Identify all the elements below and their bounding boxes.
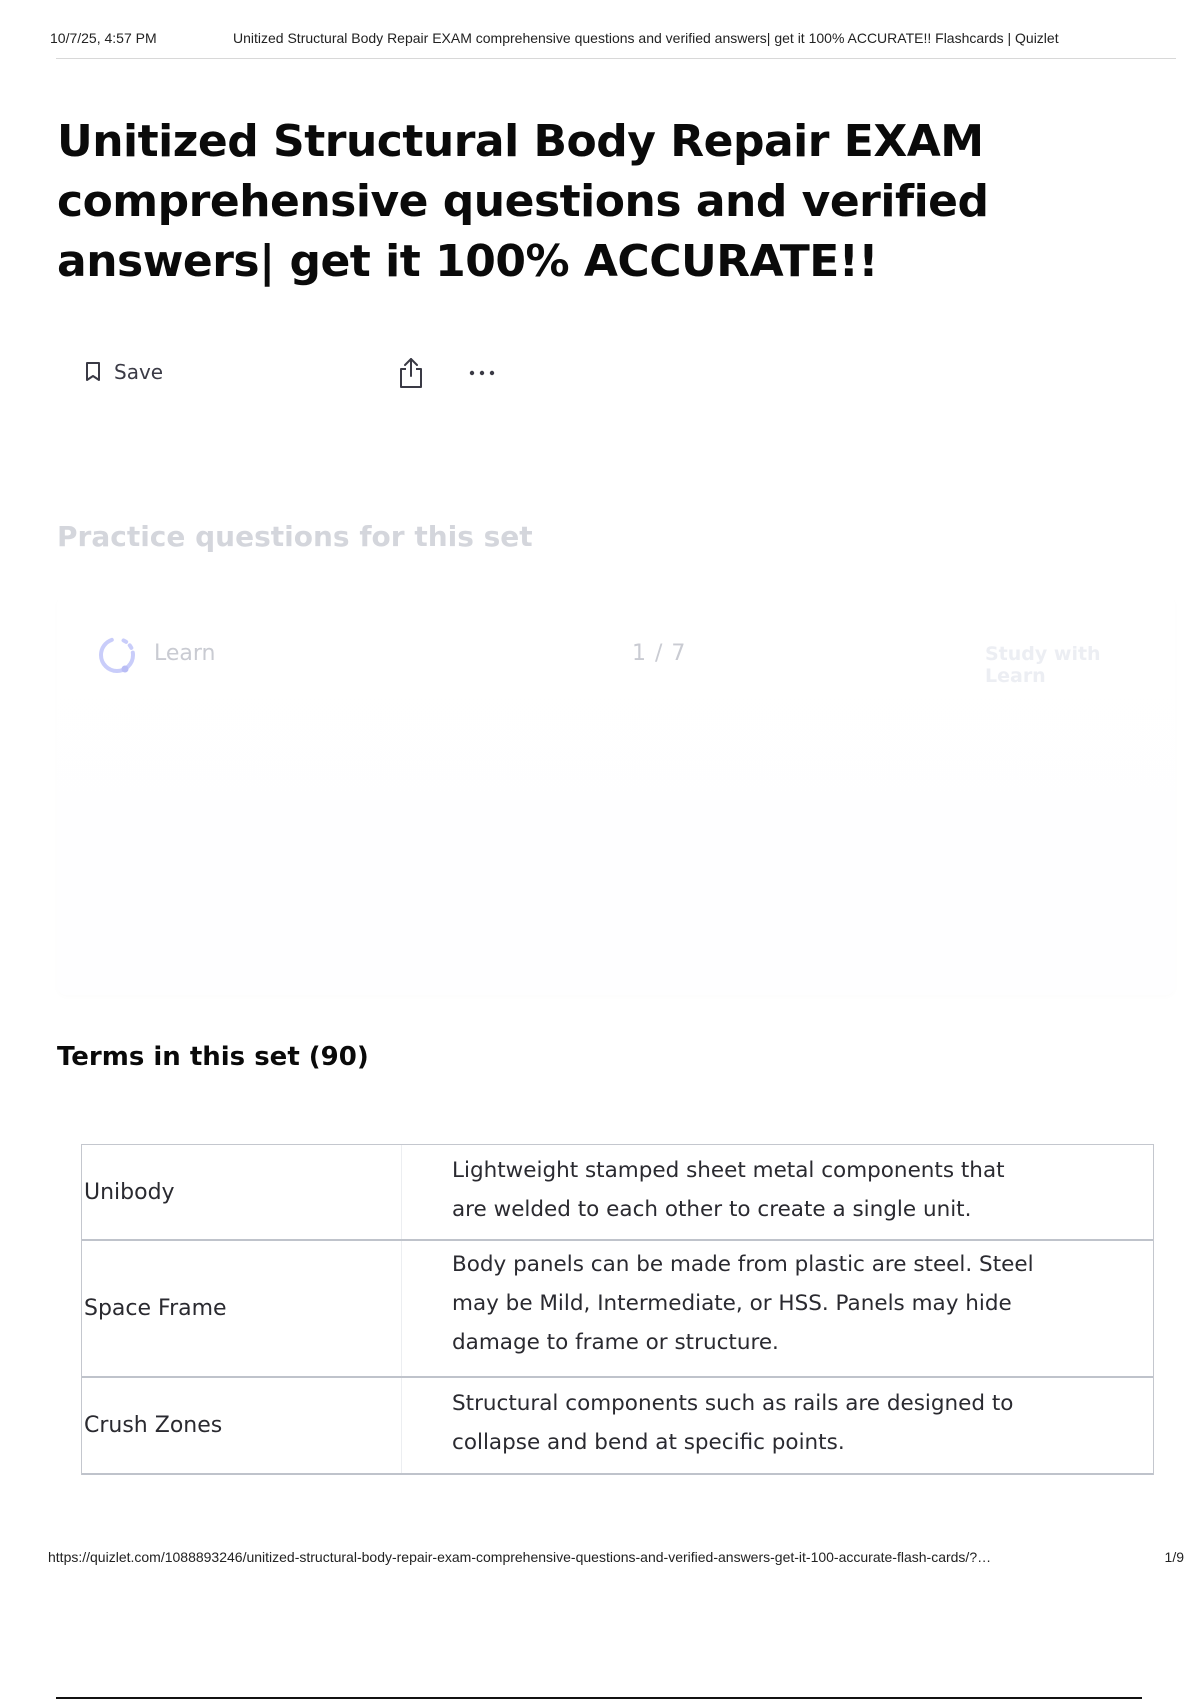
definition-cell [402,1241,1153,1376]
bookmark-icon [84,361,102,383]
definition-line: may be Mild, Intermediate, or HSS. Panels may hide [452,1291,1012,1316]
practice-card [57,595,1175,995]
more-horizontal-icon [466,360,498,386]
print-url: https://quizlet.com/1088893246/unitized-structural-body-repair-exam-comprehensive-questions-and-verified-answers-get-it-100-accurate-flash-cards/?… [48,1549,992,1565]
save-button[interactable] [84,360,163,384]
print-datetime: 10/7/25, 4:57 PM [50,30,157,46]
print-header [50,28,1185,52]
table-row [82,1378,1153,1475]
share-icon [396,356,426,390]
header-divider [56,58,1176,59]
learn-progress-icon [97,635,137,675]
learn-row [97,633,1137,687]
share-button[interactable] [396,356,426,390]
save-label: Save [114,360,164,384]
term-cell: Crush Zones [82,1378,402,1473]
set-toolbar [84,356,514,396]
table-row [82,1241,1153,1378]
practice-heading: Practice questions for this set [57,520,533,553]
definition-line: damage to frame or structure. [452,1330,779,1355]
page-bottom-divider [56,1697,1142,1699]
print-page-title: Unitized Structural Body Repair EXAM comprehensive questions and verified answers| get it 100% ACCURATE!! Flashcards | Quizlet [233,30,1059,46]
term-cell: Unibody [82,1145,402,1239]
definition-line: Lightweight stamped sheet metal components that [452,1158,1005,1183]
table-row [82,1145,1153,1241]
definition-cell [402,1145,1153,1239]
terms-table [81,1144,1154,1475]
definition-line: are welded to each other to create a single unit. [452,1197,972,1222]
definition-cell [402,1378,1153,1473]
definition-line: collapse and bend at specific points. [452,1430,845,1455]
page-title: Unitized Structural Body Repair EXAM comprehensive questions and verified answers| get it 100% ACCURATE!! [57,116,989,287]
study-with-learn-link[interactable]: Study with Learn [985,643,1101,687]
print-footer [48,1549,1188,1571]
print-page-number: 1/9 [1164,1549,1184,1565]
more-options-button[interactable] [466,360,498,386]
definition-line: Structural components such as rails are designed to [452,1391,1014,1416]
term-cell: Space Frame [82,1241,402,1376]
question-progress: 1 / 7 [632,641,687,666]
definition-line: Body panels can be made from plastic are steel. Steel [452,1252,1034,1277]
terms-heading: Terms in this set (90) [57,1042,369,1072]
learn-mode-label: Learn [154,641,216,666]
